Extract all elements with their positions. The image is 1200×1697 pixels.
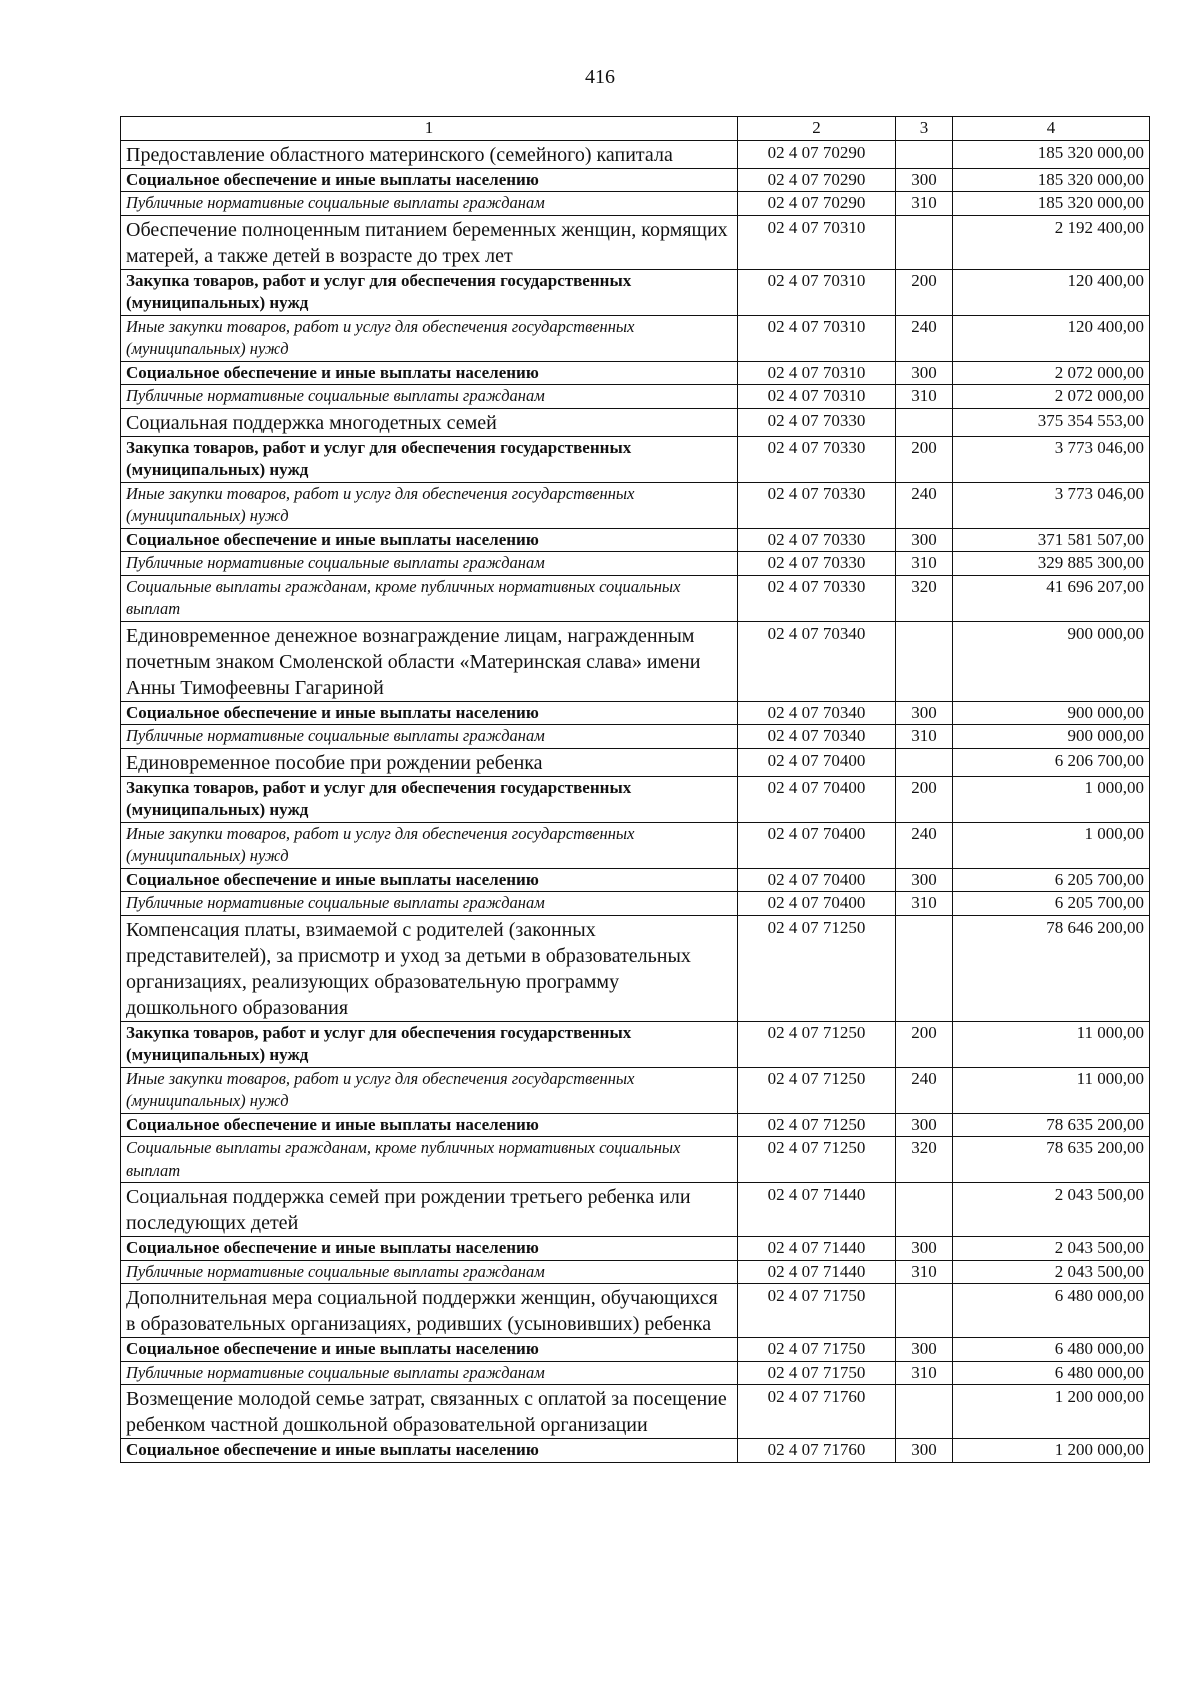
row-kind-cell: 310 (896, 1260, 953, 1284)
row-code-cell: 02 4 07 71760 (738, 1385, 896, 1439)
row-name-cell: Единовременное пособие при рождении ребенка (121, 748, 738, 776)
table-row (121, 361, 1150, 385)
row-code-cell: 02 4 07 70400 (738, 868, 896, 892)
row-sum-cell: 2 072 000,00 (953, 385, 1150, 409)
row-name-cell: Обеспечение полноценным питанием беременных женщин, кормящих матерей, а также детей в возрасте до трех лет (121, 215, 738, 269)
row-kind-cell: 240 (896, 1067, 953, 1113)
table-row (121, 1021, 1150, 1067)
row-sum-cell: 375 354 553,00 (953, 408, 1150, 436)
table-row (121, 1361, 1150, 1385)
table-row (121, 482, 1150, 528)
row-sum-cell: 6 480 000,00 (953, 1338, 1150, 1362)
row-name-cell: Социальные выплаты гражданам, кроме публичных нормативных социальных выплат (121, 575, 738, 621)
row-kind-cell (896, 1183, 953, 1237)
row-kind-cell: 200 (896, 436, 953, 482)
row-name-cell: Социальное обеспечение и иные выплаты населению (121, 1338, 738, 1362)
table-header-row (121, 117, 1150, 141)
row-sum-cell: 6 206 700,00 (953, 748, 1150, 776)
row-kind-cell (896, 140, 953, 168)
table-row (121, 1137, 1150, 1183)
row-kind-cell: 240 (896, 822, 953, 868)
row-sum-cell: 11 000,00 (953, 1021, 1150, 1067)
row-name-cell: Закупка товаров, работ и услуг для обеспечения государственных (муниципальных) нужд (121, 776, 738, 822)
table-row (121, 868, 1150, 892)
row-code-cell: 02 4 07 71760 (738, 1439, 896, 1463)
row-code-cell: 02 4 07 70290 (738, 192, 896, 216)
row-name-cell: Публичные нормативные социальные выплаты гражданам (121, 892, 738, 916)
row-name-cell: Иные закупки товаров, работ и услуг для обеспечения государственных (муниципальных) нужд (121, 482, 738, 528)
row-code-cell: 02 4 07 70290 (738, 140, 896, 168)
table-row (121, 1338, 1150, 1362)
row-name-cell: Социальная поддержка многодетных семей (121, 408, 738, 436)
row-code-cell: 02 4 07 70330 (738, 528, 896, 552)
row-kind-cell: 300 (896, 1113, 953, 1137)
table-row (121, 192, 1150, 216)
row-sum-cell: 78 635 200,00 (953, 1137, 1150, 1183)
row-name-cell: Социальное обеспечение и иные выплаты населению (121, 701, 738, 725)
row-kind-cell (896, 215, 953, 269)
row-code-cell: 02 4 07 71250 (738, 1021, 896, 1067)
row-sum-cell: 185 320 000,00 (953, 192, 1150, 216)
row-code-cell: 02 4 07 70340 (738, 621, 896, 701)
row-code-cell: 02 4 07 71750 (738, 1338, 896, 1362)
header-col-4: 4 (953, 117, 1150, 141)
row-sum-cell: 120 400,00 (953, 315, 1150, 361)
table-row (121, 315, 1150, 361)
row-name-cell: Социальное обеспечение и иные выплаты населению (121, 168, 738, 192)
row-name-cell: Социальное обеспечение и иные выплаты населению (121, 1237, 738, 1261)
table-row (121, 269, 1150, 315)
row-sum-cell: 1 200 000,00 (953, 1439, 1150, 1463)
row-name-cell: Иные закупки товаров, работ и услуг для обеспечения государственных (муниципальных) нужд (121, 1067, 738, 1113)
header-col-2: 2 (738, 117, 896, 141)
row-name-cell: Публичные нормативные социальные выплаты гражданам (121, 552, 738, 576)
row-code-cell: 02 4 07 70330 (738, 575, 896, 621)
row-kind-cell: 310 (896, 385, 953, 409)
row-kind-cell: 300 (896, 168, 953, 192)
row-code-cell: 02 4 07 70340 (738, 701, 896, 725)
table-row (121, 140, 1150, 168)
table-row (121, 1237, 1150, 1261)
row-code-cell: 02 4 07 70340 (738, 725, 896, 749)
row-name-cell: Публичные нормативные социальные выплаты гражданам (121, 192, 738, 216)
page-number: 416 (585, 66, 615, 88)
header-col-3: 3 (896, 117, 953, 141)
row-kind-cell: 300 (896, 868, 953, 892)
table-row (121, 1284, 1150, 1338)
row-sum-cell: 1 000,00 (953, 822, 1150, 868)
row-sum-cell: 78 646 200,00 (953, 915, 1150, 1021)
row-sum-cell: 371 581 507,00 (953, 528, 1150, 552)
row-sum-cell: 1 000,00 (953, 776, 1150, 822)
row-sum-cell: 900 000,00 (953, 621, 1150, 701)
row-name-cell: Закупка товаров, работ и услуг для обеспечения государственных (муниципальных) нужд (121, 1021, 738, 1067)
row-kind-cell: 320 (896, 575, 953, 621)
table-row (121, 1113, 1150, 1137)
row-kind-cell: 310 (896, 1361, 953, 1385)
header-col-1: 1 (121, 117, 738, 141)
row-sum-cell: 2 043 500,00 (953, 1260, 1150, 1284)
row-name-cell: Компенсация платы, взимаемой с родителей (законных представителей), за присмотр и уход за детьми в образовательных организациях, реализующих образовательную программу дошкольного образования (121, 915, 738, 1021)
row-code-cell: 02 4 07 70310 (738, 269, 896, 315)
row-sum-cell: 6 480 000,00 (953, 1361, 1150, 1385)
table-row (121, 776, 1150, 822)
row-kind-cell: 240 (896, 482, 953, 528)
row-sum-cell: 6 205 700,00 (953, 868, 1150, 892)
row-code-cell: 02 4 07 70400 (738, 748, 896, 776)
row-kind-cell (896, 1385, 953, 1439)
row-code-cell: 02 4 07 71440 (738, 1183, 896, 1237)
row-name-cell: Закупка товаров, работ и услуг для обеспечения государственных (муниципальных) нужд (121, 269, 738, 315)
row-name-cell: Социальное обеспечение и иные выплаты населению (121, 361, 738, 385)
row-sum-cell: 78 635 200,00 (953, 1113, 1150, 1137)
row-sum-cell: 120 400,00 (953, 269, 1150, 315)
row-kind-cell: 300 (896, 701, 953, 725)
row-code-cell: 02 4 07 70400 (738, 776, 896, 822)
table-row (121, 215, 1150, 269)
row-sum-cell: 3 773 046,00 (953, 482, 1150, 528)
table-row (121, 915, 1150, 1021)
table-row (121, 1067, 1150, 1113)
row-code-cell: 02 4 07 70330 (738, 482, 896, 528)
row-kind-cell: 200 (896, 776, 953, 822)
row-kind-cell: 310 (896, 892, 953, 916)
row-sum-cell: 900 000,00 (953, 701, 1150, 725)
row-code-cell: 02 4 07 70310 (738, 315, 896, 361)
row-sum-cell: 2 043 500,00 (953, 1183, 1150, 1237)
table-row (121, 892, 1150, 916)
row-sum-cell: 6 205 700,00 (953, 892, 1150, 916)
table-row (121, 1183, 1150, 1237)
row-name-cell: Публичные нормативные социальные выплаты гражданам (121, 1260, 738, 1284)
row-name-cell: Возмещение молодой семье затрат, связанных с оплатой за посещение ребенком частной дошкольной образовательной организации (121, 1385, 738, 1439)
row-kind-cell (896, 915, 953, 1021)
row-name-cell: Социальное обеспечение и иные выплаты населению (121, 868, 738, 892)
row-name-cell: Публичные нормативные социальные выплаты гражданам (121, 725, 738, 749)
row-name-cell: Единовременное денежное вознаграждение лицам, награжденным почетным знаком Смоленской области «Материнская слава» имени Анны Тимофеевны Гагариной (121, 621, 738, 701)
row-sum-cell: 2 043 500,00 (953, 1237, 1150, 1261)
row-kind-cell: 240 (896, 315, 953, 361)
table-row (121, 168, 1150, 192)
row-code-cell: 02 4 07 71250 (738, 1113, 896, 1137)
table-row (121, 552, 1150, 576)
row-kind-cell: 200 (896, 269, 953, 315)
row-sum-cell: 2 192 400,00 (953, 215, 1150, 269)
table-row (121, 822, 1150, 868)
table-row (121, 1439, 1150, 1463)
row-kind-cell: 300 (896, 1439, 953, 1463)
budget-table (120, 116, 1150, 1463)
row-sum-cell: 329 885 300,00 (953, 552, 1150, 576)
row-code-cell: 02 4 07 70400 (738, 892, 896, 916)
row-name-cell: Социальные выплаты гражданам, кроме публичных нормативных социальных выплат (121, 1137, 738, 1183)
row-kind-cell: 300 (896, 1237, 953, 1261)
row-code-cell: 02 4 07 70330 (738, 552, 896, 576)
table-body (121, 140, 1150, 1462)
table-row (121, 528, 1150, 552)
row-code-cell: 02 4 07 70330 (738, 408, 896, 436)
row-code-cell: 02 4 07 70310 (738, 385, 896, 409)
row-kind-cell (896, 748, 953, 776)
table-row (121, 725, 1150, 749)
row-sum-cell: 185 320 000,00 (953, 168, 1150, 192)
row-name-cell: Дополнительная мера социальной поддержки женщин, обучающихся в образовательных организациях, родивших (усыновивших) ребенка (121, 1284, 738, 1338)
row-code-cell: 02 4 07 71250 (738, 1067, 896, 1113)
row-name-cell: Социальное обеспечение и иные выплаты населению (121, 528, 738, 552)
table-row (121, 1260, 1150, 1284)
row-name-cell: Предоставление областного материнского (семейного) капитала (121, 140, 738, 168)
row-code-cell: 02 4 07 70310 (738, 215, 896, 269)
row-code-cell: 02 4 07 71750 (738, 1284, 896, 1338)
row-code-cell: 02 4 07 71250 (738, 915, 896, 1021)
row-kind-cell: 300 (896, 528, 953, 552)
row-sum-cell: 185 320 000,00 (953, 140, 1150, 168)
row-name-cell: Социальное обеспечение и иные выплаты населению (121, 1439, 738, 1463)
table-row (121, 748, 1150, 776)
row-kind-cell: 200 (896, 1021, 953, 1067)
row-code-cell: 02 4 07 70290 (738, 168, 896, 192)
row-sum-cell: 900 000,00 (953, 725, 1150, 749)
row-kind-cell: 310 (896, 192, 953, 216)
row-code-cell: 02 4 07 71750 (738, 1361, 896, 1385)
row-name-cell: Иные закупки товаров, работ и услуг для обеспечения государственных (муниципальных) нужд (121, 315, 738, 361)
table-row (121, 621, 1150, 701)
row-sum-cell: 41 696 207,00 (953, 575, 1150, 621)
row-sum-cell: 6 480 000,00 (953, 1284, 1150, 1338)
row-kind-cell: 310 (896, 552, 953, 576)
row-name-cell: Публичные нормативные социальные выплаты гражданам (121, 385, 738, 409)
row-name-cell: Закупка товаров, работ и услуг для обеспечения государственных (муниципальных) нужд (121, 436, 738, 482)
table-row (121, 1385, 1150, 1439)
table-row (121, 385, 1150, 409)
row-kind-cell: 300 (896, 1338, 953, 1362)
row-name-cell: Социальное обеспечение и иные выплаты населению (121, 1113, 738, 1137)
row-code-cell: 02 4 07 70330 (738, 436, 896, 482)
row-name-cell: Иные закупки товаров, работ и услуг для обеспечения государственных (муниципальных) нужд (121, 822, 738, 868)
table-row (121, 575, 1150, 621)
table-row (121, 701, 1150, 725)
row-sum-cell: 3 773 046,00 (953, 436, 1150, 482)
row-kind-cell: 310 (896, 725, 953, 749)
row-name-cell: Социальная поддержка семей при рождении третьего ребенка или последующих детей (121, 1183, 738, 1237)
row-kind-cell: 300 (896, 361, 953, 385)
row-code-cell: 02 4 07 70310 (738, 361, 896, 385)
table-row (121, 436, 1150, 482)
row-code-cell: 02 4 07 70400 (738, 822, 896, 868)
row-kind-cell (896, 1284, 953, 1338)
row-code-cell: 02 4 07 71440 (738, 1237, 896, 1261)
row-kind-cell (896, 408, 953, 436)
row-kind-cell (896, 621, 953, 701)
table-row (121, 408, 1150, 436)
row-code-cell: 02 4 07 71440 (738, 1260, 896, 1284)
row-sum-cell: 1 200 000,00 (953, 1385, 1150, 1439)
row-code-cell: 02 4 07 71250 (738, 1137, 896, 1183)
row-name-cell: Публичные нормативные социальные выплаты гражданам (121, 1361, 738, 1385)
row-kind-cell: 320 (896, 1137, 953, 1183)
row-sum-cell: 11 000,00 (953, 1067, 1150, 1113)
row-sum-cell: 2 072 000,00 (953, 361, 1150, 385)
